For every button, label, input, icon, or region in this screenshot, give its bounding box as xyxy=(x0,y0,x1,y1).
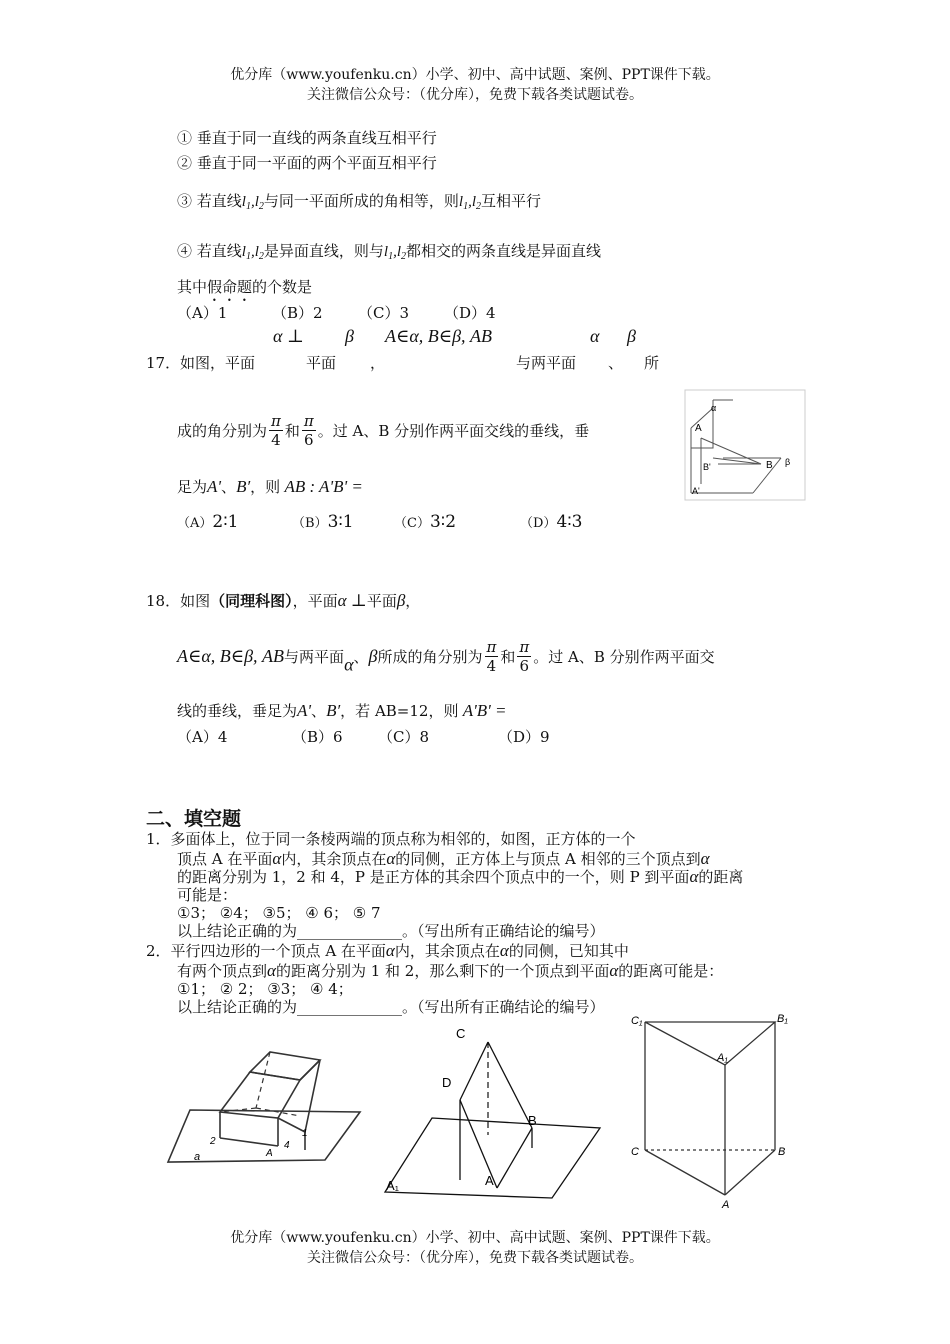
q16-item-1: ① 垂直于同一直线的两条直线互相平行 xyxy=(177,129,437,147)
q16-option-b: （B）2 xyxy=(272,304,323,322)
s2-q2-options: ①1； ② 2； ③3； ④ 4； xyxy=(177,980,353,998)
q16-item-2: ② 垂直于同一平面的两个平面互相平行 xyxy=(177,154,437,172)
q17-line-3: 足为A'、B′，则 AB : A'B' = xyxy=(177,477,363,496)
s2-q2-line-2: 有两个顶点到α的距离分别为 1 和 2，那么剩下的一个顶点到平面α的距离可能是： xyxy=(177,961,724,980)
q17-text-1: 如图，平面 xyxy=(180,354,256,372)
q18-line-1: 18．如图（同理科图），平面α ⊥平面β， xyxy=(146,591,421,610)
q18-option-d: （D）9 xyxy=(498,728,550,746)
prism-label-a: A xyxy=(722,1199,730,1211)
s2-q1-answer-line: 以上结论正确的为______________。（写出所有正确结论的编号） xyxy=(177,922,605,940)
prism-label-b: B xyxy=(778,1146,786,1158)
q17-option-a: （A）2∶1 xyxy=(177,512,239,532)
prism-label-a1: A₁ xyxy=(717,1052,728,1064)
footer-line-2: 关注微信公众号：（优分库），免费下载各类试题试卷。 xyxy=(307,1250,643,1266)
q18-option-b: （B）6 xyxy=(292,728,343,746)
q17-figure-planes xyxy=(683,388,808,503)
s2-q1-line-1: 1．多面体上，位于同一条棱两端的顶点称为相邻的，如图，正方体的一个 xyxy=(146,830,636,848)
q16-item-4: ④ 若直线$l_1,l_2$是异面直线，则与$l_1,l_2$都相交的两条直线是异面直线 xyxy=(177,242,601,262)
para-label-a: A xyxy=(485,1173,494,1188)
q17-option-d: （D）4∶3 xyxy=(520,512,583,532)
q17-option-c: （C）3∶2 xyxy=(394,512,457,532)
q17-math-alpha-perp: α ⊥ xyxy=(273,326,304,346)
cube-label-vertex-a: A xyxy=(266,1148,273,1159)
q16-option-d: （D）4 xyxy=(444,304,496,322)
q16-option-a: （A）1 xyxy=(177,304,228,322)
header-line-1: 优分库（www.youfenku.cn）小学、初中、高中试题、案例、PPT课件下载。 xyxy=(230,67,720,83)
cube-label-a: a xyxy=(194,1151,201,1163)
prism-label-b1: B₁ xyxy=(777,1013,788,1025)
q16-stem: 其中假命题的个数是 xyxy=(177,278,313,296)
q17-math-beta-2: β xyxy=(627,326,636,346)
cube-label-4: 4 xyxy=(284,1140,290,1151)
q17-text-3: ， xyxy=(370,354,386,372)
q17-text-6: 所 xyxy=(644,354,660,372)
s2-q1-line-3: 的距离分别为 1，2 和 4，P 是正方体的其余四个顶点中的一个，则 P 到平面α的距离 xyxy=(177,867,744,886)
cube-label-1: 1 xyxy=(302,1128,308,1139)
q17-math-alpha: α xyxy=(590,326,600,346)
q17-math-beta: β xyxy=(345,326,354,346)
figure-cube-on-plane xyxy=(160,1040,380,1180)
q18-option-a: （A）4 xyxy=(177,728,228,746)
q17-math-ab: A∈α, B∈β, AB xyxy=(385,326,493,346)
figure-parallelogram-on-plane xyxy=(380,1020,605,1205)
q18-option-c: （C）8 xyxy=(378,728,430,746)
q17-fig-label-a: A xyxy=(695,423,702,434)
cube-label-2: 2 xyxy=(210,1136,216,1147)
para-label-d: D xyxy=(442,1075,452,1090)
q17-fig-label-bp: B' xyxy=(703,462,711,472)
s2-q2-line-1: 2．平行四边形的一个顶点 A 在平面α内，其余顶点在α的同侧，已知其中 xyxy=(146,941,629,960)
q17-fig-label-ap: A' xyxy=(692,486,700,496)
s2-q1-line-4: 可能是： xyxy=(177,886,238,904)
para-label-b: B xyxy=(528,1113,537,1128)
q17-option-b: （B）3∶1 xyxy=(292,512,354,532)
header-line-2: 关注微信公众号：（优分库），免费下载各类试题试卷。 xyxy=(307,87,643,103)
q17-fig-alpha: α xyxy=(711,403,717,413)
prism-label-c1: C₁ xyxy=(631,1015,643,1027)
q18-line-3: 线的垂线，垂足为A'、B′，若 AB=12，则 A'B' = xyxy=(177,701,507,720)
q17-fig-beta: β xyxy=(785,457,791,467)
q16-option-c: （C）3 xyxy=(358,304,410,322)
s2-q1-line-2: 顶点 A 在平面α内，其余顶点在α的同侧，正方体上与顶点 A 相邻的三个顶点到α xyxy=(177,849,710,868)
figure-triangular-prism xyxy=(625,1010,800,1212)
section-title-fill-in: 二、填空题 xyxy=(146,808,242,830)
prism-label-c: C xyxy=(631,1146,639,1158)
q17-fig-label-b: B xyxy=(766,460,773,471)
footer-line-1: 优分库（www.youfenku.cn）小学、初中、高中试题、案例、PPT课件下载。 xyxy=(230,1230,720,1246)
q17-text-5: 、 xyxy=(608,354,624,372)
q17-text-4: 与两平面 xyxy=(516,354,577,372)
q18-line-2: A∈α, B∈β, AB与两平面α、β所成的角分别为 $\frac{\pi}{4}$ 和 $\frac{\pi}{6}$ 。过 A、B 分别作两平面交 xyxy=(177,638,715,675)
q16-item-3: ③ 若直线$l_1,l_2$与同一平面所成的角相等，则$l_1,l_2$互相平行 xyxy=(177,192,541,212)
q17-line-2: 成的角分别为 $\frac{\pi}{4}$ 和 $\frac{\pi}{6}$ 。过 A、B 分别作两平面交线的垂线，垂 xyxy=(177,412,590,449)
q17-text-2: 平面 xyxy=(306,354,337,372)
s2-q1-options: ①3； ②4； ③5； ④ 6； ⑤ 7 xyxy=(177,904,381,922)
para-label-a1: A₁ xyxy=(386,1178,400,1193)
q17-number: 17． xyxy=(146,354,181,372)
s2-q2-answer-line: 以上结论正确的为______________。（写出所有正确结论的编号） xyxy=(177,998,605,1016)
para-label-c: C xyxy=(456,1026,466,1041)
